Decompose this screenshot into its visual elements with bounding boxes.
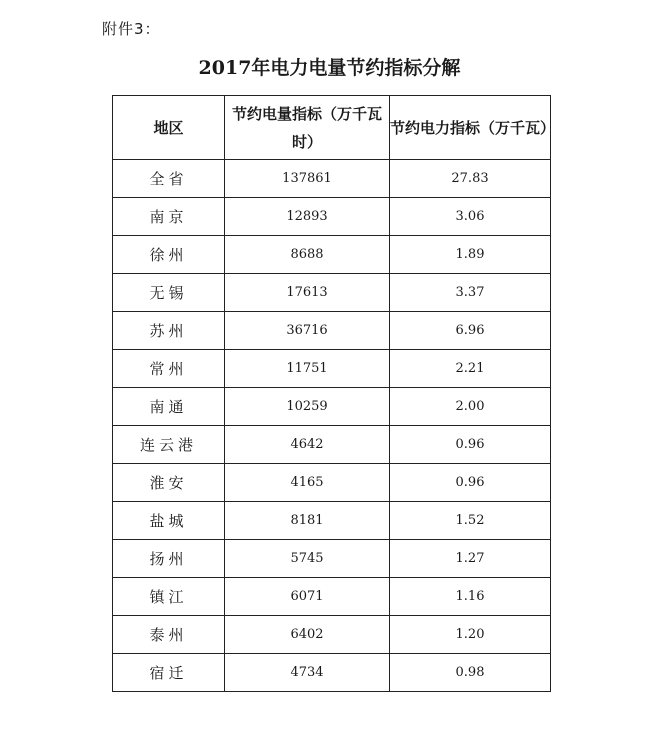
power-cell: 0.96 <box>390 426 551 464</box>
table-header <box>113 96 556 160</box>
header-region: 地区 <box>113 96 225 160</box>
energy-cell: 6071 <box>225 578 390 616</box>
power-cell: 6.96 <box>390 312 551 350</box>
power-cell: 1.89 <box>390 236 551 274</box>
energy-cell: 12893 <box>225 198 390 236</box>
region-cell: 镇江 <box>113 578 225 616</box>
power-cell: 2.00 <box>390 388 551 426</box>
energy-cell: 8181 <box>225 502 390 540</box>
region-cell: 常州 <box>113 350 225 388</box>
energy-cell: 137861 <box>225 160 390 198</box>
energy-cell: 5745 <box>225 540 390 578</box>
region-cell: 苏州 <box>113 312 225 350</box>
energy-cell: 6402 <box>225 616 390 654</box>
document-title: 2017年电力电量节约指标分解 <box>198 57 461 79</box>
power-cell: 0.98 <box>390 654 551 692</box>
table-row <box>113 350 551 388</box>
region-cell: 泰州 <box>113 616 225 654</box>
table-body <box>113 160 551 692</box>
energy-cell: 36716 <box>225 312 390 350</box>
table-row <box>113 236 551 274</box>
table-row <box>113 388 551 426</box>
region-cell: 徐州 <box>113 236 225 274</box>
region-cell: 全省 <box>113 160 225 198</box>
attachment-label: 附件3： <box>102 20 161 38</box>
energy-cell: 11751 <box>225 350 390 388</box>
table-row <box>113 274 551 312</box>
energy-cell: 10259 <box>225 388 390 426</box>
header-row <box>113 96 551 160</box>
region-cell: 南通 <box>113 388 225 426</box>
table-row <box>113 540 551 578</box>
power-cell: 3.37 <box>390 274 551 312</box>
region-cell: 无锡 <box>113 274 225 312</box>
region-cell: 盐城 <box>113 502 225 540</box>
energy-cell: 17613 <box>225 274 390 312</box>
header-energy: 节约电量指标（万千瓦时） <box>225 96 390 160</box>
power-cell: 1.16 <box>390 578 551 616</box>
table-row <box>113 198 551 236</box>
region-cell: 宿迁 <box>113 654 225 692</box>
power-cell: 1.20 <box>390 616 551 654</box>
energy-cell: 4734 <box>225 654 390 692</box>
table-row <box>113 464 551 502</box>
power-cell: 27.83 <box>390 160 551 198</box>
power-cell: 3.06 <box>390 198 551 236</box>
table-row <box>113 312 551 350</box>
power-cell: 1.27 <box>390 540 551 578</box>
table-row <box>113 578 551 616</box>
header-power: 节约电力指标（万千瓦） <box>390 96 551 160</box>
indicator-table <box>112 95 556 692</box>
region-cell: 扬州 <box>113 540 225 578</box>
table-row <box>113 654 551 692</box>
energy-cell: 4165 <box>225 464 390 502</box>
power-cell: 2.21 <box>390 350 551 388</box>
energy-cell: 8688 <box>225 236 390 274</box>
energy-cell: 4642 <box>225 426 390 464</box>
table-row <box>113 616 551 654</box>
table-row <box>113 160 551 198</box>
power-cell: 0.96 <box>390 464 551 502</box>
table-row <box>113 426 551 464</box>
region-cell: 连云港 <box>113 426 225 464</box>
power-cell: 1.52 <box>390 502 551 540</box>
table-row <box>113 502 551 540</box>
region-cell: 南京 <box>113 198 225 236</box>
region-cell: 淮安 <box>113 464 225 502</box>
